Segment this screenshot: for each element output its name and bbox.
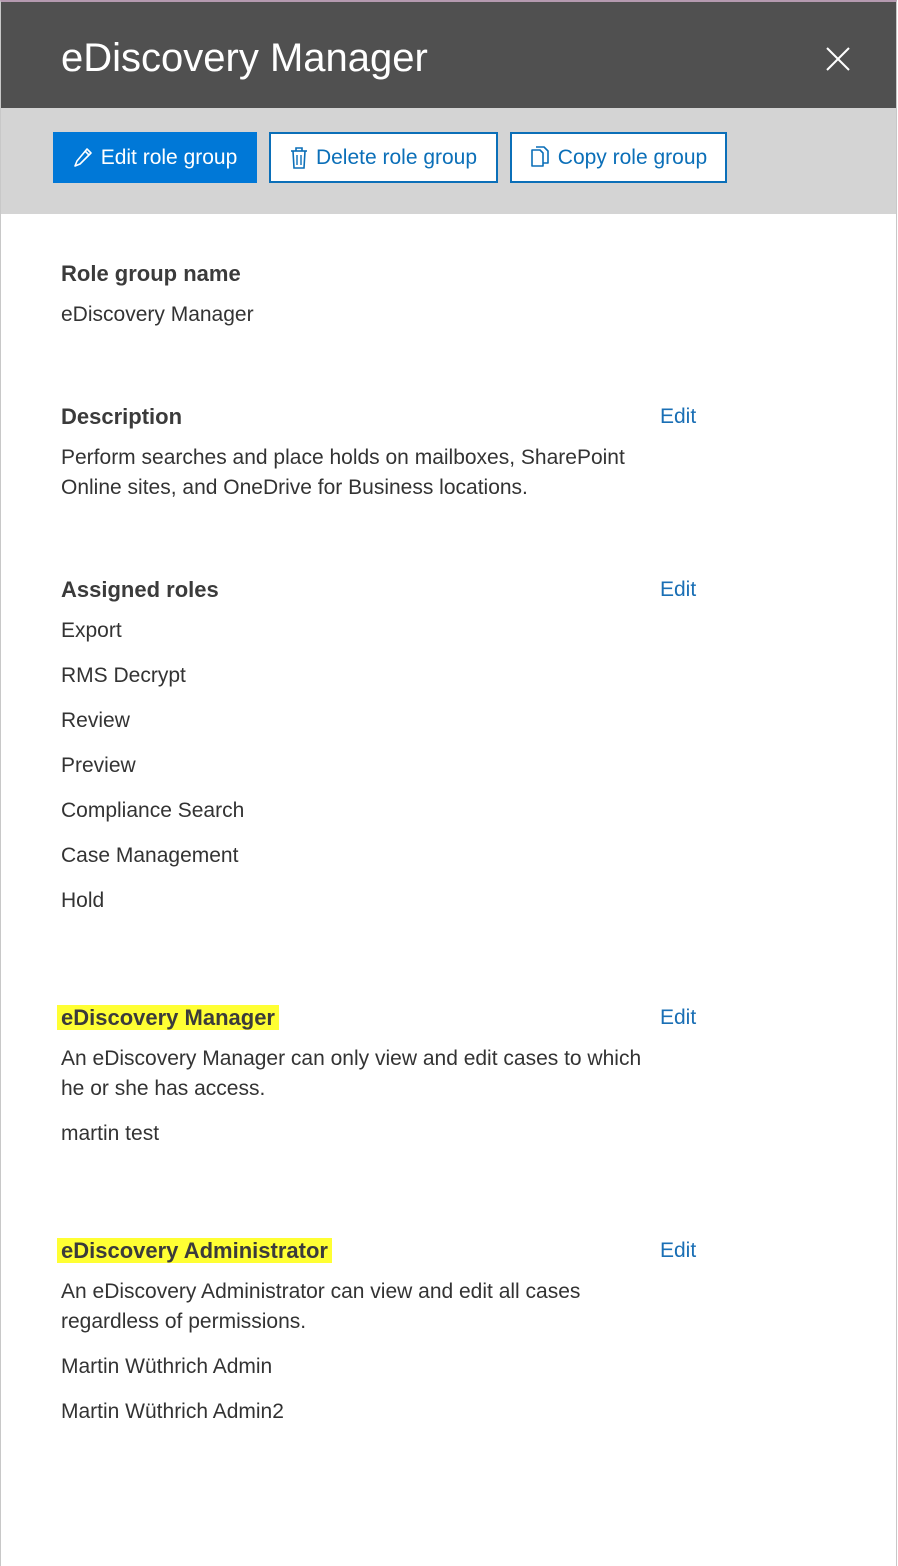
description-heading: Description (61, 404, 183, 429)
assigned-roles-heading: Assigned roles (61, 577, 219, 602)
assigned-roles-edit-link[interactable]: Edit (660, 578, 697, 601)
role-group-name-value: eDiscovery Manager (61, 303, 254, 326)
ediscovery-manager-heading (61, 1004, 279, 1032)
edit-role-group-label: Edit role group (100, 145, 238, 169)
role-item: RMS Decrypt (61, 664, 186, 687)
delete-role-group-label: Delete role group (315, 145, 478, 169)
role-item: Compliance Search (61, 799, 245, 822)
ediscovery-manager-desc-line-2: he or she has access. (61, 1077, 266, 1100)
description-edit-link[interactable]: Edit (660, 405, 697, 428)
edit-role-group-button[interactable] (53, 132, 257, 183)
toolbar (1, 108, 896, 214)
role-item: Case Management (61, 844, 239, 867)
role-item: Export (61, 619, 122, 642)
role-item: Review (61, 709, 130, 732)
copy-role-group-label: Copy role group (557, 145, 708, 169)
member-item: Martin Wüthrich Admin2 (61, 1400, 284, 1423)
role-item: Hold (61, 889, 105, 912)
description-line-2: Online sites, and OneDrive for Business locations. (61, 476, 528, 499)
ediscovery-manager-heading-text: eDiscovery Manager (57, 1005, 279, 1030)
close-button[interactable] (819, 40, 857, 78)
description-line-1: Perform searches and place holds on mailboxes, SharePoint (61, 446, 625, 469)
panel-title: eDiscovery Manager (61, 36, 428, 80)
role-item: Preview (61, 754, 136, 777)
pencil-icon (73, 147, 93, 169)
role-group-name-heading: Role group name (61, 261, 241, 286)
ediscovery-manager-edit-link[interactable]: Edit (660, 1006, 697, 1029)
ediscovery-manager-desc-line-1: An eDiscovery Manager can only view and edit cases to which (61, 1047, 642, 1070)
ediscovery-administrator-edit-link[interactable]: Edit (660, 1239, 697, 1262)
panel-header (1, 2, 896, 108)
member-item: Martin Wüthrich Admin (61, 1355, 273, 1378)
copy-role-group-button[interactable] (510, 132, 727, 183)
trash-icon (290, 146, 308, 170)
close-icon (819, 40, 857, 78)
ediscovery-administrator-heading (61, 1237, 332, 1265)
ediscovery-administrator-heading-text: eDiscovery Administrator (57, 1238, 332, 1263)
ediscovery-administrator-desc-line-1: An eDiscovery Administrator can view and edit all cases (61, 1280, 581, 1303)
copy-icon (530, 146, 550, 170)
ediscovery-administrator-desc-line-2: regardless of permissions. (61, 1310, 307, 1333)
delete-role-group-button[interactable] (269, 132, 498, 183)
member-item: martin test (61, 1122, 160, 1145)
